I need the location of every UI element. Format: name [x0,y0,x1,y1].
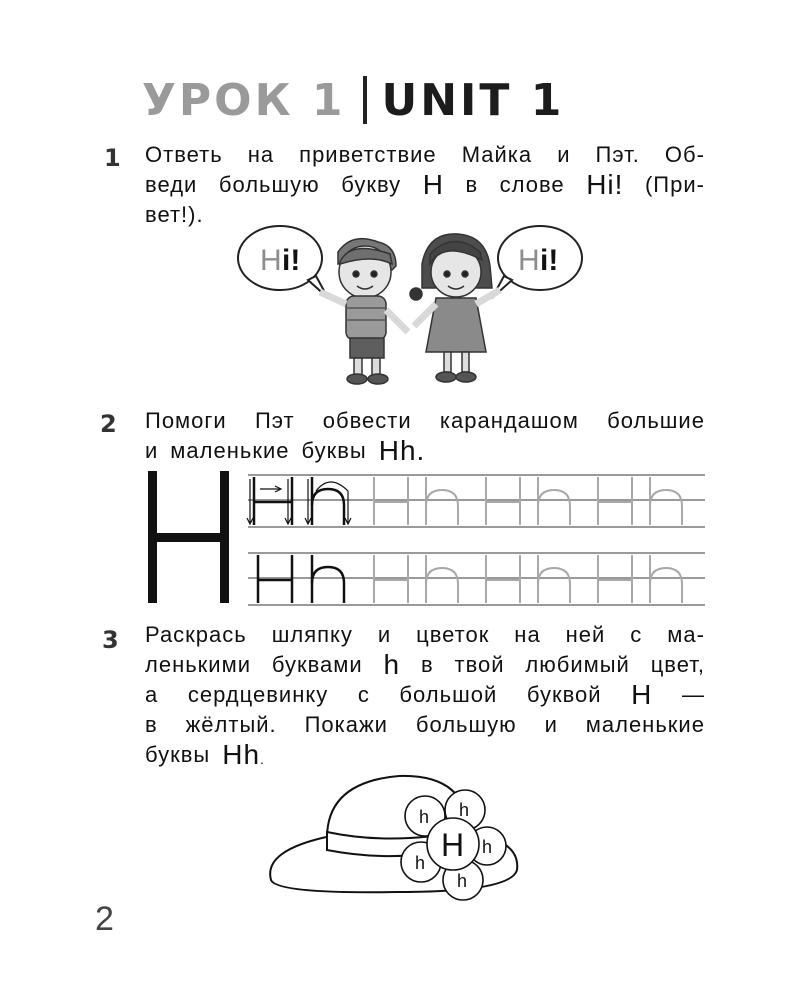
hat-illustration [265,770,525,905]
word-hi: Hi! [586,169,624,200]
letter-h: h [383,649,401,680]
title-divider [363,76,367,124]
word: твой [454,652,505,677]
word: и [557,142,571,167]
kids-illustration [230,220,590,385]
word: и [544,712,558,737]
center-letter: H [441,827,465,863]
word: в [145,712,158,737]
writing-lines-row-1 [248,475,705,527]
speech-bubble-left [238,226,328,298]
word: Майка [461,142,533,167]
petal-letter: h [482,837,493,857]
word: буквой [526,682,602,707]
petal-letter: h [419,807,430,827]
task-3-line-1 [145,620,705,650]
word: карандашом [439,408,579,433]
model-letter-H [148,471,229,603]
task-2-text [145,406,705,466]
petal-letter: h [457,871,468,891]
word: приветствие [299,142,437,167]
word: на [247,142,275,167]
bubble-right-i: i! [540,244,559,277]
task-3-number: 3 [102,626,119,654]
bubble-left-i: i! [282,244,301,277]
handwriting-practice [140,465,740,615]
word: Об- [664,142,705,167]
letters-Hh: Hh [222,739,261,770]
writing-lines-row-2 [248,553,705,605]
word: слове [499,172,565,197]
word: буквами [271,652,363,677]
letter-H: H [422,169,444,200]
word: на [514,622,541,647]
word: буквы [301,438,367,463]
word: цветок [416,622,490,647]
word: ней [565,622,606,647]
word: в [465,172,479,197]
word: и [377,622,392,647]
word: маленькие [585,712,705,737]
task-2-number: 2 [100,410,117,438]
letters-Hh: Hh. [378,435,426,466]
word: жёлтый. [185,712,277,737]
letters-Hh-with-dot [222,740,265,774]
task-1-text [145,140,705,230]
task-1-line-1 [145,140,705,170]
word: а [145,682,159,707]
word: шляпку [271,622,353,647]
tracing-stroke [538,490,570,525]
title-english: UNIT 1 [381,74,565,126]
word: сердцевинку [187,682,329,707]
boy-figure [320,239,408,384]
task-1-line-2 [145,170,705,200]
word: ленькими [145,652,252,677]
petal-letter: h [459,800,470,820]
task-3-line-3 [145,680,705,710]
word: большие [607,408,705,433]
word: Раскрась [145,622,247,647]
word: и [145,438,159,463]
word: букву [341,172,402,197]
bubble-left-H: H [260,244,282,277]
task-3-line-5 [145,740,705,774]
word: большой [399,682,498,707]
task-2-line-2 [145,436,705,466]
word: Помоги [145,408,227,433]
word: буквы [145,742,211,767]
title-russian: УРОК 1 [142,74,346,126]
task-2-line-1 [145,406,705,436]
word: большую [218,172,320,197]
word: большую [415,712,517,737]
tracing-stroke [650,568,682,603]
word: любимый [525,652,630,677]
word: цвет, [650,652,705,677]
dot: . [260,751,265,767]
word: Ответь [145,142,223,167]
word: вет!). [145,202,204,227]
word: Пэт [254,408,295,433]
word: в [420,652,434,677]
tracing-stroke [426,568,458,603]
word: Покажи [304,712,388,737]
word: — [681,682,705,707]
page-number: 2 [95,900,114,938]
girl-figure [410,234,500,382]
task-1-number: 1 [104,144,121,172]
word: веди [145,172,198,197]
word: (При- [644,172,705,197]
word: Пэт. [595,142,640,167]
word: ма- [667,622,705,647]
tracing-stroke [650,490,682,525]
petal-letter: h [415,853,426,873]
letter-H: H [631,679,653,710]
task-3-text [145,620,705,774]
task-3-line-4 [145,710,705,740]
task-3-line-2 [145,650,705,680]
tracing-stroke [426,490,458,525]
word: с [357,682,370,707]
bubble-right-H: H [518,244,540,277]
speech-bubble-right [492,226,582,298]
word: с [630,622,643,647]
page-title [142,68,564,132]
word: обвести [322,408,412,433]
word: маленькие [170,438,290,463]
tracing-stroke [538,568,570,603]
